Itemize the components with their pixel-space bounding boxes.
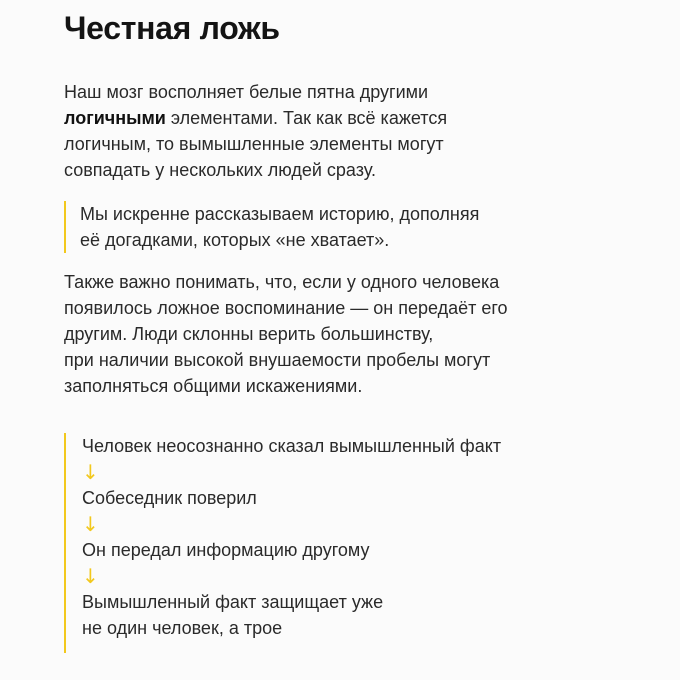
body-line: при наличии высокой внушаемости пробелы могут (64, 350, 491, 370)
flow-chain (64, 433, 501, 653)
page-title: Честная ложь (64, 10, 280, 46)
flow-step-2: Собеседник поверил (82, 488, 257, 508)
intro-line-3: логичным, то вымышленные элементы могут (64, 134, 444, 154)
body-paragraph (64, 269, 508, 399)
intro-line-1: Наш мозг восполняет белые пятна другими (64, 82, 429, 102)
quote-block (64, 201, 479, 253)
quote-line-2: её догадками, которых «не хватает». (80, 230, 390, 250)
intro-line-4: совпадать у нескольких людей сразу. (64, 160, 376, 180)
arrow-down-icon: ↓ (82, 564, 99, 588)
flow-step-4-line-1: Вымышленный факт защищает уже (82, 592, 384, 612)
body-line: заполняться общими искажениями. (64, 376, 363, 396)
flow-step-4-line-2: не один человек, а трое (82, 618, 283, 638)
arrow-down-icon: ↓ (82, 460, 99, 484)
intro-bold-word: логичными (64, 108, 166, 128)
flow-step-3: Он передал информацию другому (82, 540, 370, 560)
intro-line-2 (64, 105, 447, 131)
body-line: другим. Люди склонны верить большинству, (64, 324, 434, 344)
quote-line-1: Мы искренне рассказываем историю, дополняя (80, 204, 480, 224)
flow-step-1: Человек неосознанно сказал вымышленный факт (82, 436, 502, 456)
intro-paragraph (64, 79, 447, 183)
body-line: появилось ложное воспоминание — он передаёт его (64, 298, 508, 318)
intro-line-2-rest: элементами. Так как всё кажется (165, 108, 448, 128)
body-line: Также важно понимать, что, если у одного человека (64, 272, 500, 292)
arrow-down-icon: ↓ (82, 512, 99, 536)
